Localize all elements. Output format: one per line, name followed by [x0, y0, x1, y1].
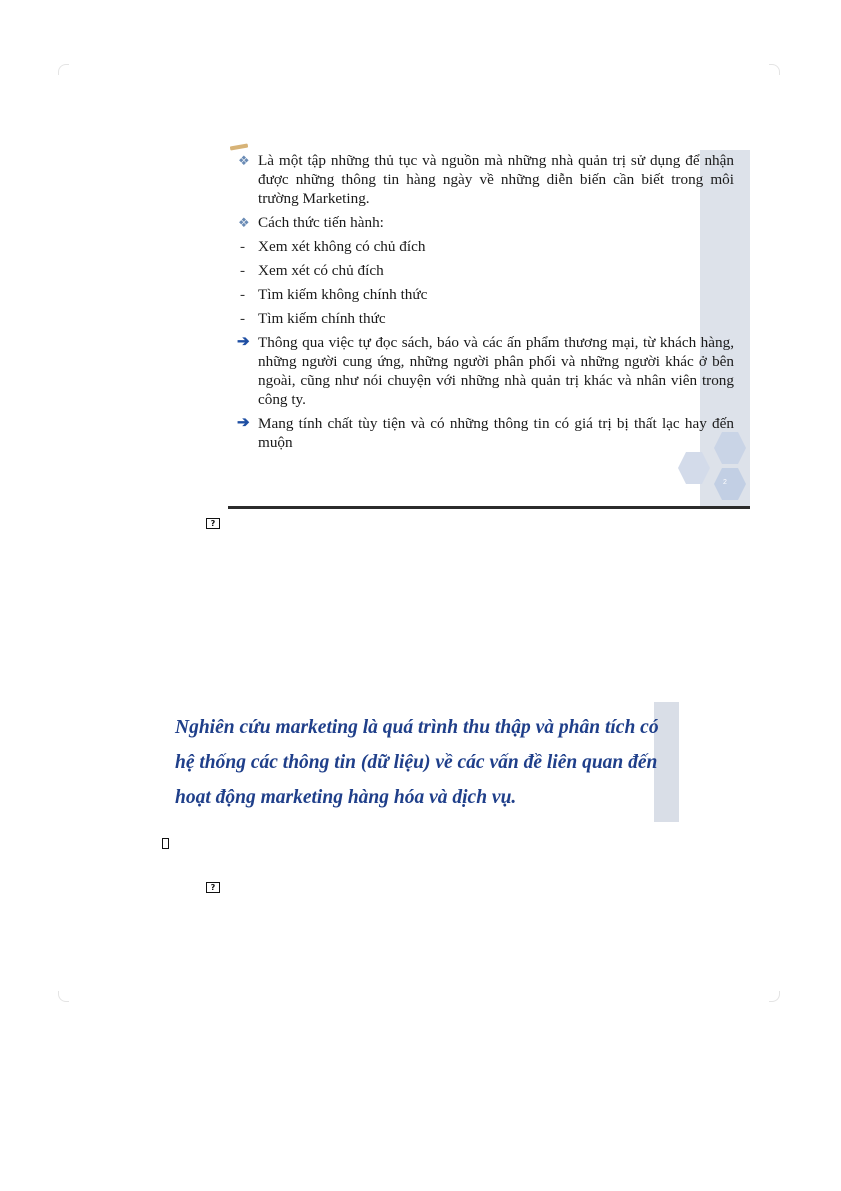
bullet-item [238, 213, 734, 232]
missing-glyph-small-icon [162, 838, 169, 849]
dash-bullet-icon: - [240, 310, 246, 327]
arrow-bullet-icon: ➔ [237, 415, 250, 431]
bullet-item [238, 261, 734, 280]
bullet-item [238, 309, 734, 328]
definition-text: Nghiên cứu marketing là quá trình thu thập và phân tích có hệ thống các thông tin (dữ liệu) về các vấn đề liên quan đến hoạt động marketing hàng hóa và dịch vụ. [175, 717, 659, 808]
dash-bullet-icon: - [240, 238, 246, 255]
bullet-text: Mang tính chất tùy tiện và có những thông tin có giá trị bị thất lạc hay đến muộn [258, 415, 734, 451]
dash-bullet-icon: - [240, 262, 246, 279]
bullet-text: Tìm kiếm chính thức [258, 310, 386, 327]
diamond-bullet-icon: ❖ [238, 153, 250, 168]
frame-corner-top-left [58, 64, 69, 75]
frame-corner-top-right [769, 64, 780, 75]
frame-corner-bottom-left [58, 991, 69, 1002]
arrow-bullet-icon: ➔ [237, 334, 250, 350]
diamond-bullet-icon: ❖ [238, 215, 250, 230]
bullet-text: Thông qua việc tự đọc sách, báo và các ấn phẩm thương mại, từ khách hàng, những người cung ứng, những người phân phối và những người khác ở bên ngoài, cũng như nói chuyện với những nhà quản trị khác và nhân viên trong công ty. [258, 334, 734, 408]
bullet-text: Xem xét có chủ đích [258, 262, 384, 279]
hexagon-decoration-icon [672, 430, 750, 506]
dash-bullet-icon: - [240, 286, 246, 303]
bullet-item [238, 237, 734, 256]
slide-page-number: 2 [723, 479, 727, 486]
missing-glyph-icon: ? [206, 518, 220, 529]
bullet-text: Cách thức tiến hành: [258, 214, 384, 231]
bullet-text: Là một tập những thủ tục và nguồn mà những nhà quản trị sử dụng để nhận được những thông tin hàng ngày về những diễn biến cần biết trong môi trường Marketing. [258, 152, 734, 207]
bullet-item [238, 285, 734, 304]
missing-glyph-icon: ? [206, 882, 220, 893]
bullet-item [238, 151, 734, 208]
slide-image-marketing-intelligence [228, 136, 750, 508]
slide-image-research-definition [165, 702, 679, 822]
bullet-text: Xem xét không có chủ đích [258, 238, 426, 255]
pen-decoration [230, 143, 248, 150]
slide-bullet-list [238, 151, 734, 457]
frame-corner-bottom-right [769, 991, 780, 1002]
bullet-item [238, 333, 734, 409]
bullet-item [238, 414, 734, 452]
slide-bottom-rule [228, 506, 750, 509]
bullet-text: Tìm kiếm không chính thức [258, 286, 428, 303]
